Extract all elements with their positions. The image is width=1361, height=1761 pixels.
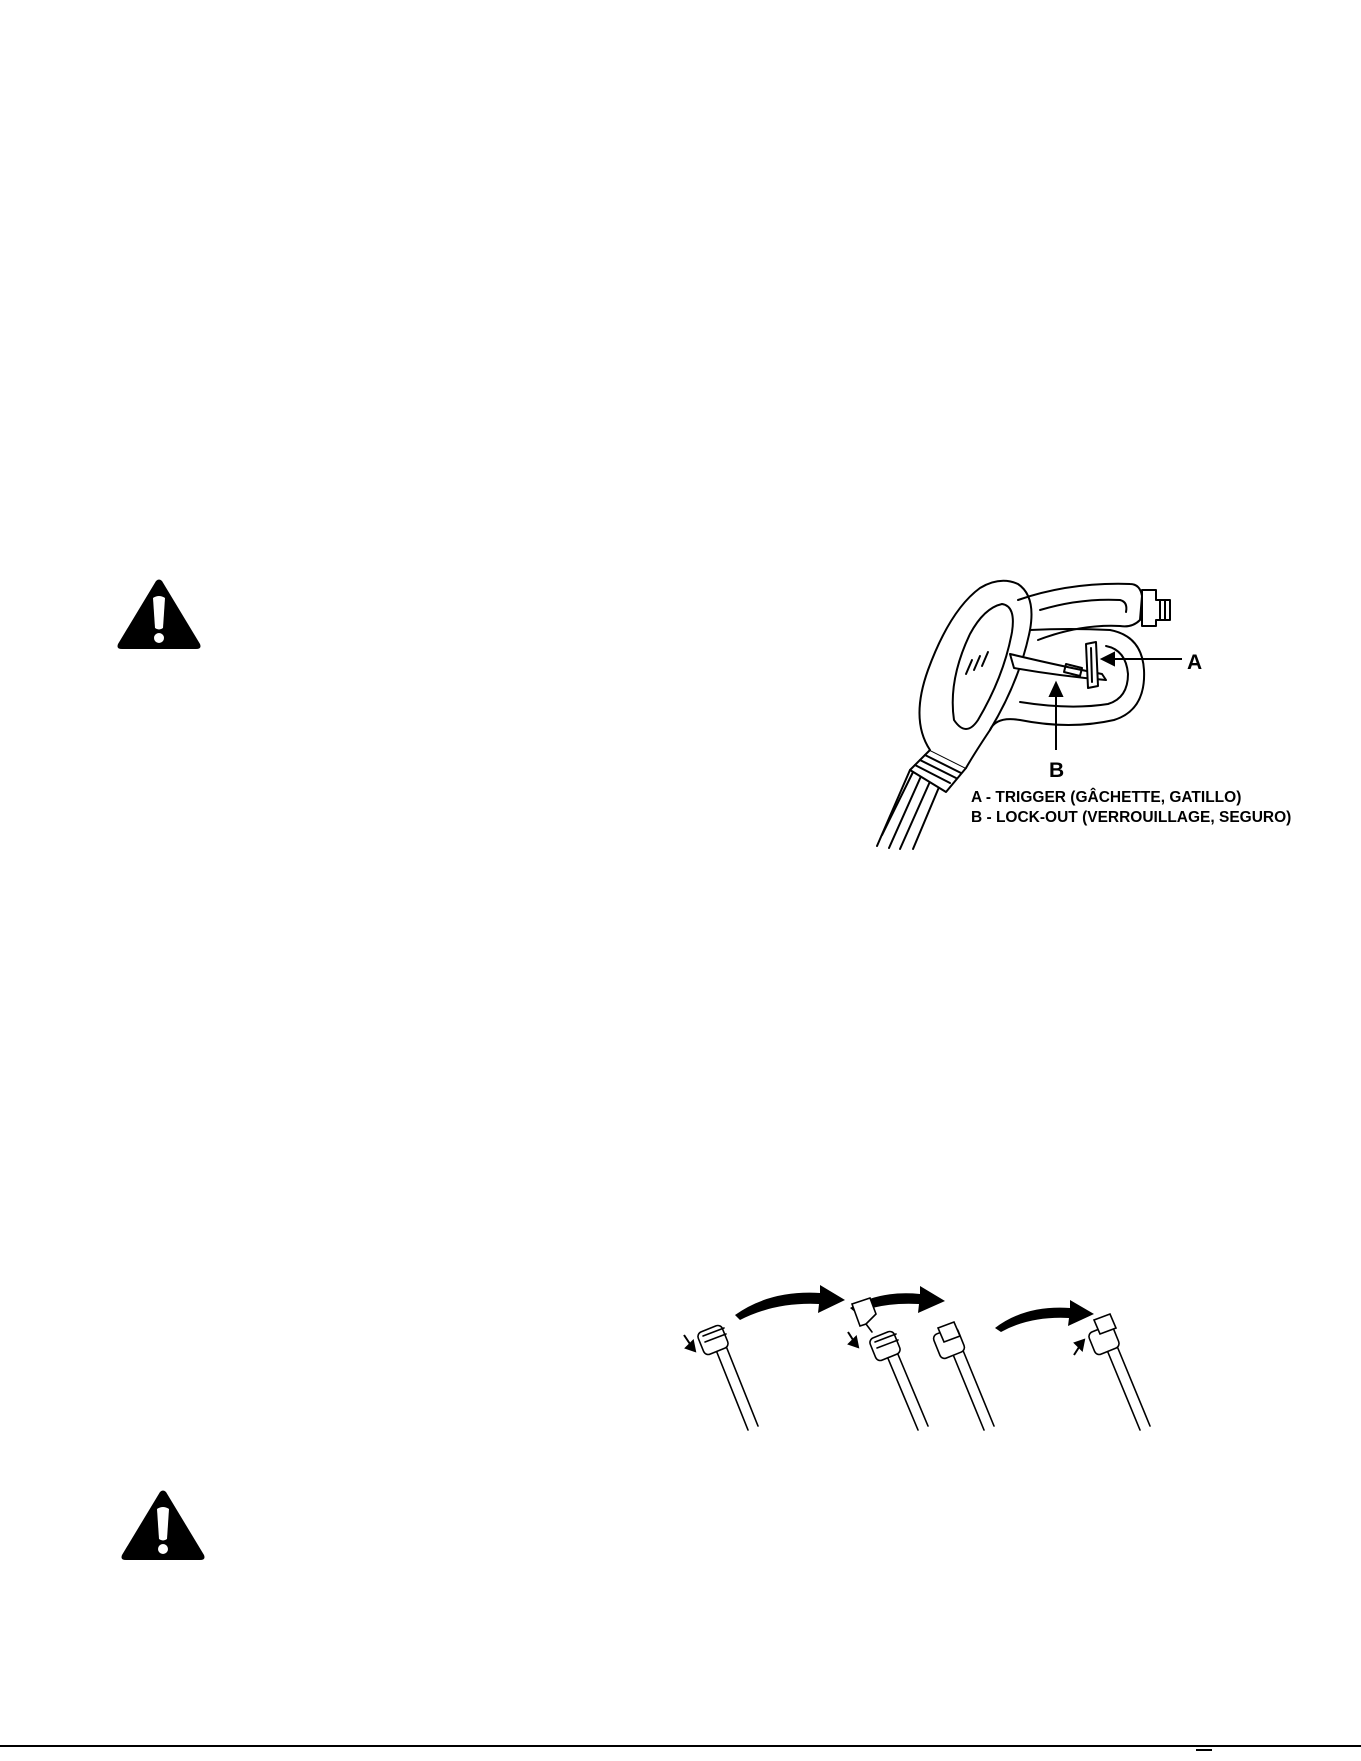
callout-label-b: B bbox=[1049, 759, 1065, 782]
legend-lock-out: B - LOCK-OUT (VERROUILLAGE, SEGURO) bbox=[971, 809, 1292, 826]
nozzle-change-figure bbox=[680, 1280, 1180, 1445]
curved-arrow-1 bbox=[735, 1285, 845, 1320]
warning-triangle-icon bbox=[116, 578, 202, 650]
footer-rule bbox=[0, 1745, 1361, 1747]
warning-triangle-icon bbox=[120, 1489, 206, 1561]
callout-label-a: A bbox=[1187, 651, 1203, 674]
footer-tick bbox=[1196, 1749, 1212, 1751]
legend-trigger: A - TRIGGER (GÂCHETTE, GATILLO) bbox=[971, 789, 1242, 806]
nozzle-change-illustration bbox=[680, 1280, 1180, 1445]
curved-arrow-3 bbox=[995, 1300, 1094, 1332]
